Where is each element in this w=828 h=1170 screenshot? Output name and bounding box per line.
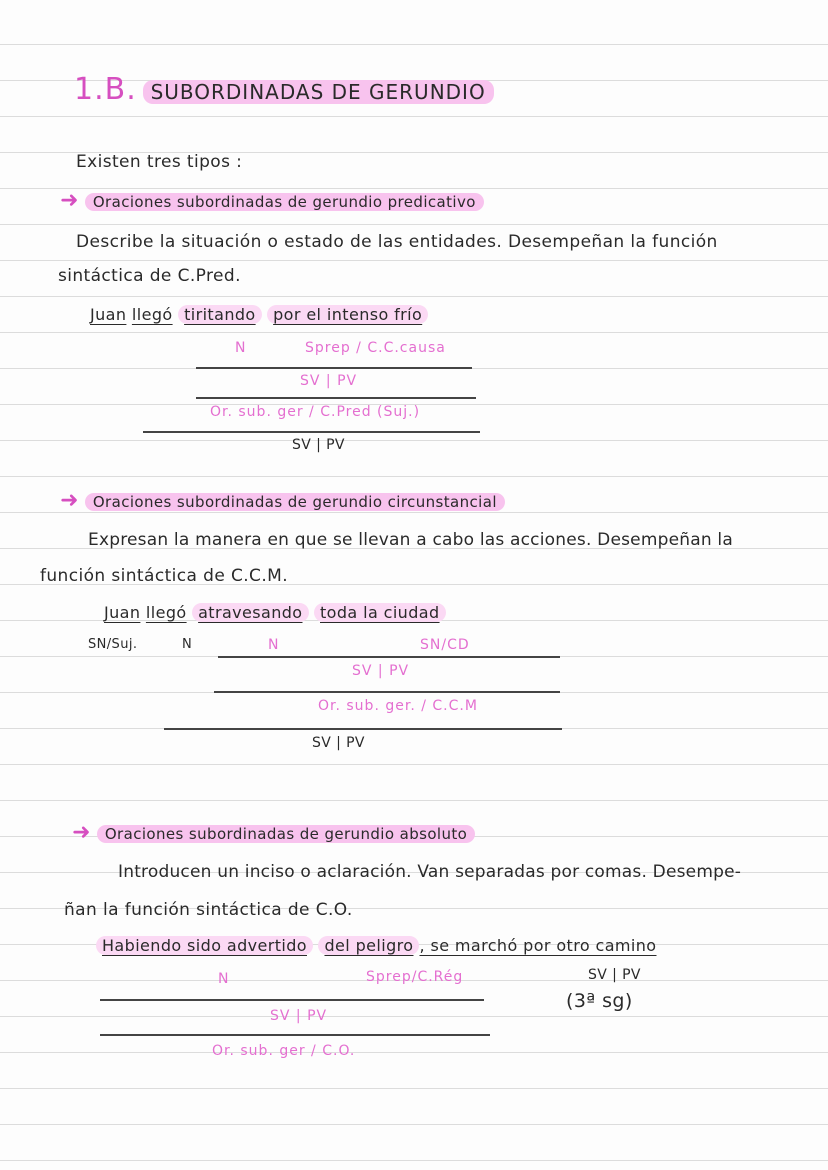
intro-text: Existen tres tipos : <box>76 152 243 172</box>
section1-example <box>90 305 428 324</box>
section2-desc-line1: Expresan la manera en que se llevan a cabo las acciones. Desempeñan la <box>88 530 733 550</box>
s3-label-sprep: Sprep/C.Rég <box>366 969 464 985</box>
section3-heading <box>72 820 475 845</box>
s3-line-1 <box>100 999 484 1001</box>
section2-example <box>104 603 446 622</box>
s2-label-n1: N <box>182 637 193 652</box>
s1-line-3 <box>143 431 480 433</box>
arrow-right-icon: ➜ <box>60 188 79 213</box>
section3-heading-text: Oraciones subordinadas de gerundio absoluto <box>97 825 475 843</box>
word-llego: llegó <box>145 603 187 622</box>
s3-label-sv: SV | PV <box>270 1008 328 1024</box>
word-llego: llegó <box>131 305 173 324</box>
arrow-right-icon: ➜ <box>72 820 91 845</box>
s2-label-n2: N <box>268 637 280 653</box>
s2-line-2 <box>214 691 560 693</box>
s2-label-sv: SV | PV <box>352 663 410 679</box>
phrase-habiendo-sido-advertido: Habiendo sido advertido <box>96 936 313 955</box>
section3-example <box>96 936 657 955</box>
arrow-right-icon: ➜ <box>60 488 79 513</box>
phrase-toda-la-ciudad: toda la ciudad <box>314 603 446 622</box>
phrase-del-peligro: del peligro <box>318 936 419 955</box>
s2-label-snsuj: SN/Suj. <box>88 637 138 652</box>
phrase-por-el-intenso-frio: por el intenso frío <box>267 305 428 324</box>
section1-heading-text: Oraciones subordinadas de gerundio predicativo <box>85 193 484 211</box>
s1-label-sv2: SV | PV <box>292 437 345 453</box>
page-title <box>74 72 494 107</box>
s3-label-n: N <box>218 971 230 987</box>
word-tiritando: tiritando <box>178 305 262 324</box>
s2-label-sncd: SN/CD <box>420 637 470 653</box>
s2-label-or: Or. sub. ger. / C.C.M <box>318 698 478 714</box>
s1-line-1 <box>196 367 472 369</box>
section1-heading <box>60 188 484 213</box>
word-juan: Juan <box>90 305 127 324</box>
phrase-se-marcho: , se marchó por otro camino <box>419 936 657 955</box>
s1-label-sv: SV | PV <box>300 373 358 389</box>
s3-label-or: Or. sub. ger / C.O. <box>212 1043 356 1059</box>
title-number: 1.B. <box>74 72 137 107</box>
s2-label-sv2: SV | PV <box>312 735 365 751</box>
s3-line-2 <box>100 1034 490 1036</box>
section2-heading-text: Oraciones subordinadas de gerundio circunstancial <box>85 493 505 511</box>
section2-desc-line2: función sintáctica de C.C.M. <box>40 566 288 586</box>
s1-label-or: Or. sub. ger / C.Pred (Suj.) <box>210 404 421 420</box>
section1-desc-line1: Describe la situación o estado de las entidades. Desempeñan la función <box>76 232 718 252</box>
section2-heading <box>60 488 505 513</box>
s1-line-2 <box>196 397 476 399</box>
word-juan: Juan <box>104 603 141 622</box>
section3-desc-line1: Introducen un inciso o aclaración. Van separadas por comas. Desempe- <box>118 862 742 882</box>
section1-desc-line2: sintáctica de C.Pred. <box>58 266 241 286</box>
s3-label-person: (3ª sg) <box>566 990 633 1012</box>
title-text: SUBORDINADAS DE GERUNDIO <box>143 80 494 104</box>
s2-line-3 <box>164 728 562 730</box>
s1-label-sprep: Sprep / C.C.causa <box>305 340 446 356</box>
s1-label-n: N <box>235 340 247 356</box>
section3-desc-line2: ñan la función sintáctica de C.O. <box>64 900 353 920</box>
s2-line-1 <box>218 656 560 658</box>
s3-label-svpv-right: SV | PV <box>588 967 641 983</box>
word-atravesando: atravesando <box>192 603 308 622</box>
